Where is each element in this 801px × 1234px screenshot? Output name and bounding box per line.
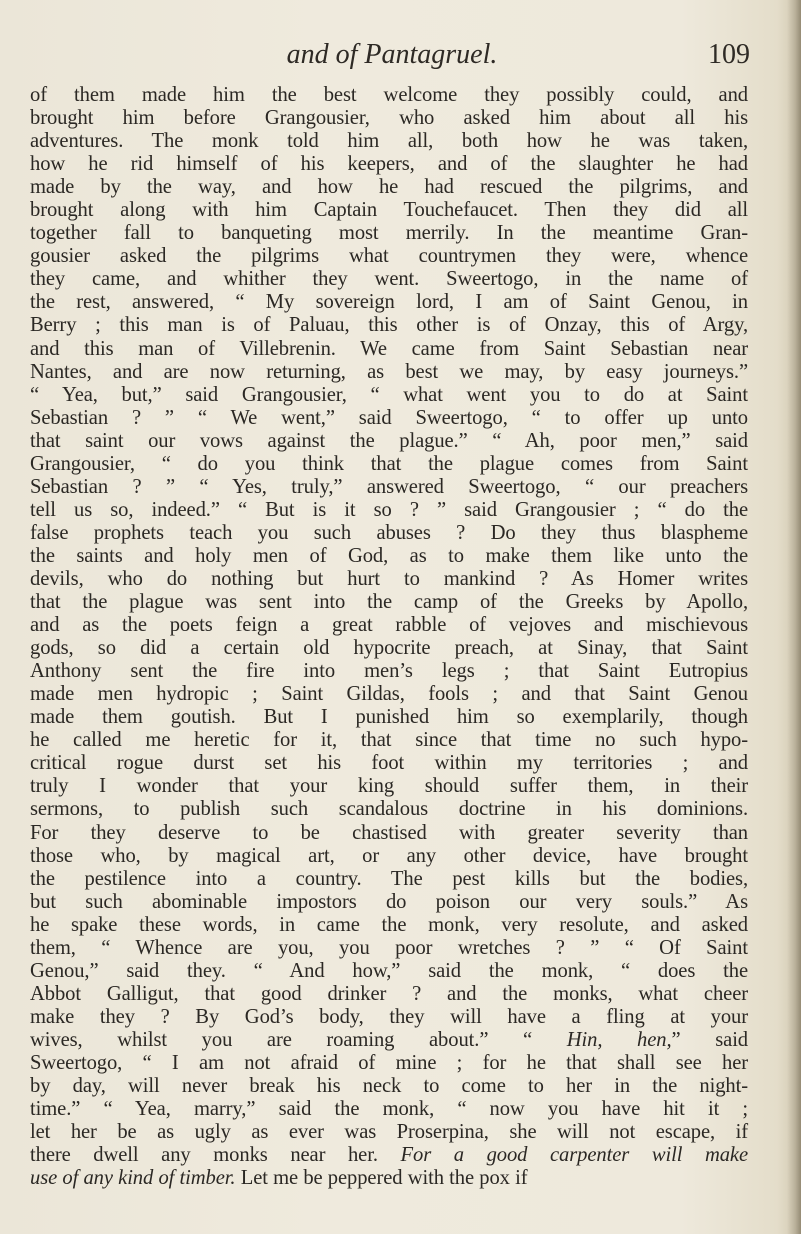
text-line: they came, and whither they went. Sweertogo, in the name of <box>30 268 748 291</box>
text-line: the saints and holy men of God, as to make them like unto the <box>30 544 748 567</box>
text-line: Sebastian ? ” “ Yes, truly,” answered Sweertogo, “ our preachers <box>30 475 748 498</box>
text-line: Nantes, and are now returning, as best we may, by easy journeys.” <box>30 360 748 383</box>
text-line: gousier asked the pilgrims what countrymen they were, whence <box>30 245 748 268</box>
text-line: false prophets teach you such abuses ? Do they thus blaspheme <box>30 521 748 544</box>
text-line: gods, so did a certain old hypocrite preach, at Sinay, that Saint <box>30 637 748 660</box>
italic-segment: For a good carpenter will make <box>400 1144 749 1167</box>
text-line: them, “ Whence are you, you poor wretches ? ” “ Of Saint <box>30 936 748 959</box>
text-line: and this man of Villebrenin. We came from Saint Sebastian near <box>30 337 748 360</box>
italic-segment: use of any kind of timber. <box>30 1167 236 1190</box>
text-line: the rest, answered, “ My sovereign lord, I am of Saint Genou, in <box>30 291 748 314</box>
page-number: 109 <box>708 39 750 70</box>
text-line: devils, who do nothing but hurt to mankind ? As Homer writes <box>30 567 748 590</box>
text-segment: wives, whilst you are roaming about.” “ <box>30 1028 567 1051</box>
text-line: by day, will never break his neck to come to her in the night- <box>30 1075 748 1098</box>
text-line: the pestilence into a country. The pest kills but the bodies, <box>30 867 748 890</box>
text-line: For they deserve to be chastised with greater severity than <box>30 821 748 844</box>
text-line: he called me heretic for it, that since that time no such hypo- <box>30 729 748 752</box>
text-line: Genou,” said they. “ And how,” said the monk, “ does the <box>30 959 748 982</box>
running-title: and of Pantagruel. <box>286 39 498 70</box>
text-line: Abbot Galligut, that good drinker ? and the monks, what cheer <box>30 982 748 1005</box>
italic-segment: Hin, hen, <box>566 1028 672 1051</box>
text-line: together fall to banqueting most merrily. In the meantime Gran- <box>30 222 748 245</box>
text-line: time.” “ Yea, marry,” said the monk, “ now you have hit it ; <box>30 1098 748 1121</box>
text-line: those who, by magical art, or any other device, have brought <box>30 844 748 867</box>
text-line: brought him before Grangousier, who asked him about all his <box>30 107 748 130</box>
text-line: of them made him the best welcome they possibly could, and <box>30 84 748 106</box>
text-line: made men hydropic ; Saint Gildas, fools ; and that Saint Genou <box>30 683 748 706</box>
body-text <box>30 84 748 1190</box>
text-line: truly I wonder that your king should suffer them, in their <box>30 775 748 798</box>
text-line-mixed <box>30 1029 748 1052</box>
text-segment: there dwell any monks near her. <box>30 1144 401 1167</box>
text-line: made by the way, and how he had rescued the pilgrims, and <box>30 176 748 199</box>
running-head <box>30 38 754 78</box>
text-line: sermons, to publish such scandalous doctrine in his dominions. <box>30 798 748 821</box>
page-edge-shadow <box>787 0 801 1234</box>
text-line: and as the poets feign a great rabble of vejoves and mischievous <box>30 614 748 637</box>
text-line: critical rogue durst set his foot within my territories ; and <box>30 752 748 775</box>
text-line: brought along with him Captain Touchefaucet. Then they did all <box>30 199 748 222</box>
text-segment: ” said <box>671 1028 749 1051</box>
text-line-mixed <box>30 1144 748 1167</box>
text-line: Grangousier, “ do you think that the plague comes from Saint <box>30 452 748 475</box>
text-line: Anthony sent the fire into men’s legs ; that Saint Eutropius <box>30 660 748 683</box>
text-line: Sebastian ? ” “ We went,” said Sweertogo, “ to offer up unto <box>30 406 748 429</box>
text-line: Berry ; this man is of Paluau, this other is of Onzay, this of Argy, <box>30 314 748 337</box>
text-line: that saint our vows against the plague.” “ Ah, poor men,” said <box>30 429 748 452</box>
text-line: but such abominable impostors do poison our very souls.” As <box>30 890 748 913</box>
text-line: Sweertogo, “ I am not afraid of mine ; for he that shall see her <box>30 1051 748 1074</box>
text-line: tell us so, indeed.” “ But is it so ? ” said Grangousier ; “ do the <box>30 498 748 521</box>
text-line: let her be as ugly as ever was Proserpina, she will not escape, if <box>30 1121 748 1144</box>
text-line: how he rid himself of his keepers, and of the slaughter he had <box>30 153 748 176</box>
text-line: make they ? By God’s body, they will have a fling at your <box>30 1005 748 1028</box>
text-line: he spake these words, in came the monk, very resolute, and asked <box>30 913 748 936</box>
text-line: “ Yea, but,” said Grangousier, “ what went you to do at Saint <box>30 383 748 406</box>
text-line: adventures. The monk told him all, both how he was taken, <box>30 130 748 153</box>
text-line-mixed <box>30 1167 748 1190</box>
text-line: made them goutish. But I punished him so exemplarily, though <box>30 706 748 729</box>
text-segment: Let me be peppered with the pox if <box>235 1167 528 1190</box>
text-line: that the plague was sent into the camp of the Greeks by Apollo, <box>30 591 748 614</box>
